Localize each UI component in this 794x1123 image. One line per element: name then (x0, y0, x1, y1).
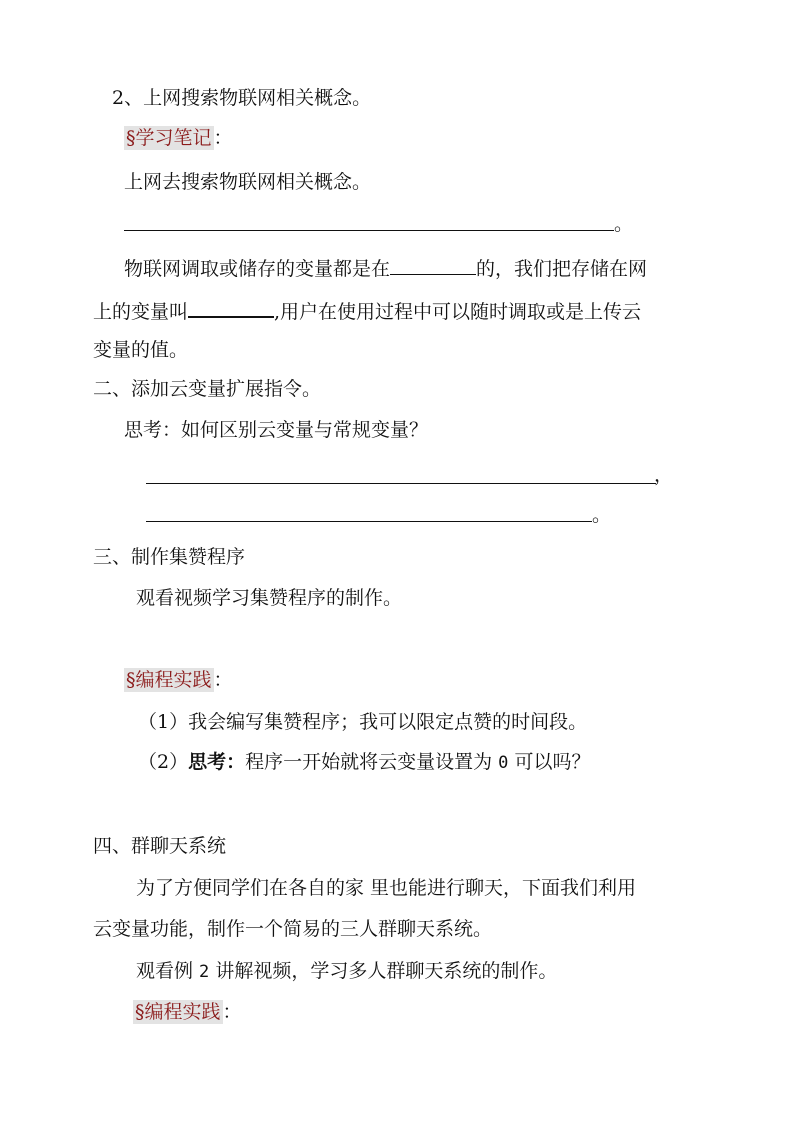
programming-practice-colon-2: ： (222, 1001, 242, 1023)
answer-blank-3[interactable] (146, 521, 592, 522)
task-2-text-b: 可以吗？ (508, 751, 591, 773)
paragraph-b-text-2: ,用户在使用过程中可以随时调取或是上传云 (274, 301, 642, 323)
watch-example-text-b: 讲解视频，学习多人群聊天系统的制作。 (209, 960, 558, 982)
study-note-heading (124, 126, 233, 150)
answer-blank-1[interactable] (124, 230, 614, 231)
task-2-number: （2） (138, 751, 189, 773)
programming-practice-tag-2: §编程实践 (135, 1001, 221, 1023)
section-4-heading: 四、群聊天系统 (93, 835, 227, 857)
fill-blank-variable-name[interactable] (188, 296, 274, 318)
paragraph-chat-system-b: 云变量功能，制作一个简易的三人群聊天系统。 (93, 918, 493, 940)
paragraph-a-text-1: 物联网调取或储存的变量都是在 (124, 258, 391, 280)
study-note-colon: ： (213, 127, 233, 149)
watch-example-instruction (136, 959, 557, 984)
fill-blank-storage[interactable] (390, 254, 476, 275)
section-3-heading: 三、制作集赞程序 (93, 546, 246, 568)
paragraph-cloud-variable-a (124, 254, 647, 281)
study-note-tag: §学习笔记 (126, 127, 212, 149)
programming-practice-tag: §编程实践 (126, 669, 212, 691)
search-prompt: 上网去搜索物联网相关概念。 (124, 171, 372, 193)
paragraph-b-text-1: 上的变量叫 (93, 301, 189, 323)
section-2-heading: 二、添加云变量扩展指令。 (93, 378, 322, 400)
paragraph-cloud-variable-b (93, 296, 641, 324)
task-2 (138, 750, 590, 775)
answer-blank-2[interactable] (146, 483, 656, 484)
programming-practice-heading-2 (133, 1000, 242, 1024)
watch-example-text-a: 观看例 (136, 960, 200, 982)
task-1: （1）我会编写集赞程序；我可以限定点赞的时间段。 (138, 711, 588, 733)
watch-video-instruction: 观看视频学习集赞程序的制作。 (136, 587, 403, 609)
programming-practice-colon: ： (213, 669, 233, 691)
answer-blank-3-end: 。 (592, 504, 612, 526)
watch-example-number: 2 (199, 962, 210, 982)
item-2-search-concepts: 2、上网搜索物联网相关概念。 (112, 87, 372, 109)
think-question: 思考：如何区别云变量与常规变量？ (124, 419, 429, 441)
task-2-zero: 0 (498, 753, 509, 773)
answer-blank-1-end: 。 (614, 213, 634, 235)
task-2-think-label: 思考： (188, 751, 246, 773)
answer-blank-2-end: ， (654, 464, 674, 486)
task-2-text-a: 程序一开始就将云变量设置为 (245, 751, 499, 773)
paragraph-a-text-2: 的，我们把存储在网 (476, 258, 648, 280)
programming-practice-heading (124, 668, 233, 692)
paragraph-chat-system-a: 为了方便同学们在各自的家 里也能进行聊天，下面我们利用 (136, 877, 637, 899)
paragraph-cloud-variable-c: 变量的值。 (93, 339, 189, 361)
